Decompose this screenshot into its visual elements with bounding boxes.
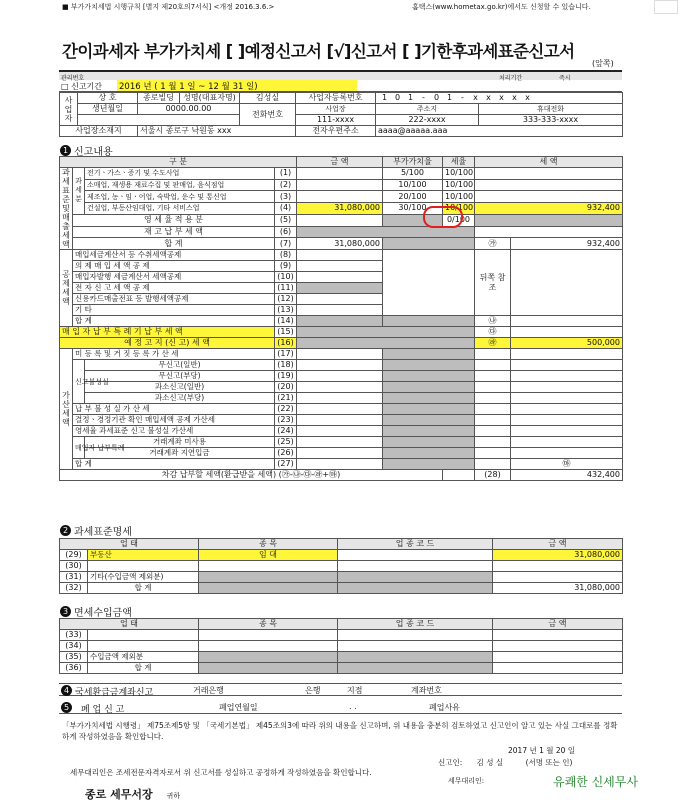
reg-digit: 0 <box>433 93 440 102</box>
online-note: 홈택스(www.hometax.go.kr)에서도 신청할 수 있습니다. <box>412 3 591 11</box>
address: 서울시 종로구 낙원동 xxx <box>138 126 296 137</box>
reg-digit: x <box>512 93 517 102</box>
reg-digit: 0 <box>394 93 401 102</box>
tax-row: 소매업, 재생용 재료수집 및 판매업, 음식점업 (2) 10/100 10/100 <box>60 179 623 191</box>
penalty-row: 무신고(부당) (19) <box>60 371 623 382</box>
penalty-row: 거래계좌 지연입금 (26) <box>60 448 623 459</box>
birth-date: 0000.00.00 <box>138 104 240 115</box>
table-row: (31) 기타(수입금액 제외분) <box>60 572 623 583</box>
penalty-row: 과소신고(부당) (21) <box>60 393 623 404</box>
sum-row: 합 계 (7) 31,080,000 ㉮ 932,400 <box>60 238 623 250</box>
final-payment-row: 차감 납부할 세액(환급받을 세액) (㉮-㉯-㉰-㉱+㉲) (28) 432,400 <box>60 470 623 481</box>
penalty-row: 가산세액 미 등 록 및 거 짓 등 록 가 산 세 (17) <box>60 349 623 360</box>
tax-row: 제조업, 농ㆍ임ㆍ어업, 숙박업, 운수 및 통신업 (3) 20/100 10/100 <box>60 191 623 203</box>
table-row: (36) 합 계 <box>60 663 623 674</box>
corner-mark <box>654 0 678 14</box>
office-phone: 111-xxxx <box>296 115 376 126</box>
form-reference: ■ 부가가치세법 시행규칙 [별지 제20호의7서식] <개정 2016.3.6.> 홈택스(www.hometax.go.kr)에서도 신청할 수 있습니다. <box>62 3 591 11</box>
penalty-row: 영세율 과세표준 신고 불성실 가산세 (24) <box>60 426 623 437</box>
management-row: 관리번호 처리기간 즉시 <box>59 70 622 80</box>
penalty-row: 합 계 (27) ㉲ <box>60 459 623 470</box>
deduction-row: 매입자발행 세금계산서 세액공제 (10) <box>60 272 623 283</box>
section1-header: 1 신고내용 <box>60 143 113 158</box>
period-row: □ 신고기간 2016 년 ( 1 월 1 일 ~ 12 월 31 일) <box>59 80 622 92</box>
reg-digit: x <box>525 93 530 102</box>
period-value: 2016 년 ( 1 월 1 일 ~ 12 월 31 일) <box>117 80 357 91</box>
deduction-row: 전 자 신 고 세 액 공 제 (11) <box>60 283 623 294</box>
mobile-phone: 333-333-xxxx <box>479 115 623 126</box>
penalty-row: 결정ㆍ경정기관 확인 매입세액 공제 가산세 (23) <box>60 415 623 426</box>
red-circle-annotation <box>423 206 463 228</box>
table-row: (29) 부동산 임 대 31,080,000 <box>60 550 623 561</box>
declaration-text: 「부가가치세법 시행령」 제75조제5항 및 「국세기본법」 제45조의3에 따라 위의 내용을 신고하며, 위 내용을 충분히 검토하였고 신고인이 알고 있는 사실 그대로를 정확하게 작성하였음을 확인합니다. <box>62 721 618 741</box>
buyer-special-row: 매 입 자 납 부 특 례 기 납 부 세 액 (15) ㉰ <box>60 327 623 338</box>
section3-header: 3 면세수입금액 <box>60 604 132 619</box>
watermark: 유쾌한 신세무사 <box>553 775 638 789</box>
deduction-row: 합 계 (14) ㉯ <box>60 316 623 327</box>
reg-digit: - <box>422 93 425 102</box>
agent-label: 세무대리인: <box>448 777 485 785</box>
section3-table: 업 태 종 목 업 종 코 드 금 액 (33) (34) (35) 수입금액 제외분 (36) 합 계 <box>59 618 622 674</box>
tax-row: 과세표준 및 매출세액 과세분 전기ㆍ가스ㆍ증기 및 수도사업 (1) 5/100 10/100 <box>60 168 623 180</box>
deduction-row: 신용카드매출전표 등 발행세액공제 (12) <box>60 294 623 305</box>
reg-digit: x <box>499 93 504 102</box>
table-row: (35) 수입금액 제외분 <box>60 652 623 663</box>
reg-digit: - <box>461 93 464 102</box>
table-row: (30) <box>60 561 623 572</box>
reg-digit: 1 <box>407 93 414 102</box>
home-phone: 222-xxxx <box>376 115 479 126</box>
reg-digit: 1 <box>381 93 388 102</box>
business-info: 사업자 상 호 종로빌딩 성명(대표자명) 김성실 사업자등록번호 1 0 1 - 0 1 - x x x x x 생년월일 0000.00.00 전화번호 사업장 주소지 휴대전화 111-xxxx 222-xxxx 333-333-xxxx 사업장소재지 서울시 종로구 낙원동 xxx 전자우편주소 aaaa@aaaaa.aaa <box>59 92 622 137</box>
tax-row: 건설업, 부동산임대업, 기타 서비스업 (4) 31,080,000 30/100 10/100 932,400 <box>60 203 623 215</box>
table-row: (34) <box>60 641 623 652</box>
trade-name: 종로빌딩 <box>138 93 180 104</box>
tax-office: 종로 세무서장 귀하 <box>85 788 180 801</box>
table-row: (33) <box>60 630 623 641</box>
business-side-label: 사업자 <box>60 93 78 126</box>
prelim-row: 예 정 고 지 (신 고) 세 액 (16) ㉱ 500,000 <box>60 338 623 349</box>
penalty-row: 과소신고(일반) (20) <box>60 382 623 393</box>
zero-rate-row: 영 세 율 적 용 분 (5) 0/100 <box>60 214 623 226</box>
declaration-date: 2017 년 1 월 20 일 <box>508 746 576 755</box>
reg-digit: x <box>473 93 478 102</box>
deduction-row: 공제세액 매입세금계산서 등 수취세액공제 (8) 뒤쪽 참조 <box>60 250 623 261</box>
penalty-row: 납 부 불 성 실 가 산 세 (22) <box>60 404 623 415</box>
page-side: (앞쪽) <box>592 59 614 68</box>
representative-name: 김성실 <box>240 93 296 104</box>
reporter: 신고인: 김 성 실 (서명 또는 인) <box>438 758 573 767</box>
section2-header: 2 과세표준명세 <box>60 523 132 538</box>
section1-table: 구 분 금 액 부가가치율 세율 세 액 과세표준 및 매출세액 과세분 전기ㆍ가스ㆍ증기 및 수도사업 (1) 5/100 10/100 소매업, 재생용 재료수집 및 판매업, 음식점업 (2) 10/100 10/100 제조업, 농ㆍ임ㆍ어업, 숙박업, 운수 및 통신업 (3) 20/100 10/100 건설업, 부동산임대업, 기타 서비스업 (4) 31,080,000 30/100 10/100 932,400 영 세 율 적 용 분 (5) 0/100 재 고 납 부 세 액 (6) 합 계 (7) 31,080,000 ㉮ 932,400 공제세액 매입세금계산서 등 수취세액공제 (8) 뒤쪽 참조 의 제 매 입 세 액 공 제 (9) 매입자발행 세금계산서 세액공제 (10) 전 자 신 고 세 액 공 제 (11) 신용카드매출전표 등 발행세액공제 (12) 기 타 (13) 합 계 (14) ㉯ 매 입 자 납 부 특 례 기 납 부 세 액 (15) ㉰ 예 정 고 지 (신 고) 세 액 (16) ㉱ 500,000 가산세액 미 등 록 및 거 짓 등 록 가 산 세 (17) 신고불성실 무신고(일반) (18) 무신고(부당) (19) 과소신고(일반) (20) 과소신고(부당) (21) 납 부 불 성 실 가 산 세 (22) 결정ㆍ경정기관 확인 매입세액 공제 가산세 (23) 영세율 과세표준 신고 불성실 가산세 (24) 매입자 납부특례 거래계좌 미사용 (25) 거래계좌 지연입금 (26) 합 계 (27) ㉲ 차감 납부할 세액(환급받을 세액) (㉮-㉯-㉰-㉱+㉲) (28) 432,400 <box>59 156 622 481</box>
table-row: (32) 합 계 31,080,000 <box>60 583 623 594</box>
penalty-row: 매입자 납부특례 거래계좌 미사용 (25) <box>60 437 623 448</box>
deduction-row: 의 제 매 입 세 액 공 제 (9) <box>60 261 623 272</box>
deduction-row: 기 타 (13) <box>60 305 623 316</box>
reg-digit: x <box>486 93 491 102</box>
re-payment-row: 재 고 납 부 세 액 (6) <box>60 226 623 238</box>
section4-row: 4 국세환급금계좌신고 거래은행 은행 지점 계좌번호 <box>59 683 622 696</box>
email: aaaa@aaaaa.aaa <box>376 126 623 137</box>
reg-no <box>376 93 623 104</box>
penalty-row: 신고불성실 무신고(일반) (18) <box>60 360 623 371</box>
section2-table: 업 태 종 목 업 종 코 드 금 액 (29) 부동산 임 대 31,080,000 (30) (31) 기타(수입금액 제외분) (32) 합 계 31,080,000 <box>59 538 622 594</box>
form-title: 간이과세자 부가가치세 [ ]예정신고서 [√]신고서 [ ]기한후과세표준신고서 <box>62 42 575 61</box>
section5-row: 5 폐 업 신 고 폐업연월일 . . 폐업사유 <box>59 701 622 714</box>
reg-digit: 1 <box>446 93 453 102</box>
agent-text: 세무대리인은 조세전문자격자로서 위 신고서를 성실하고 공정하게 작성하였음을 확인합니다. <box>70 768 372 777</box>
